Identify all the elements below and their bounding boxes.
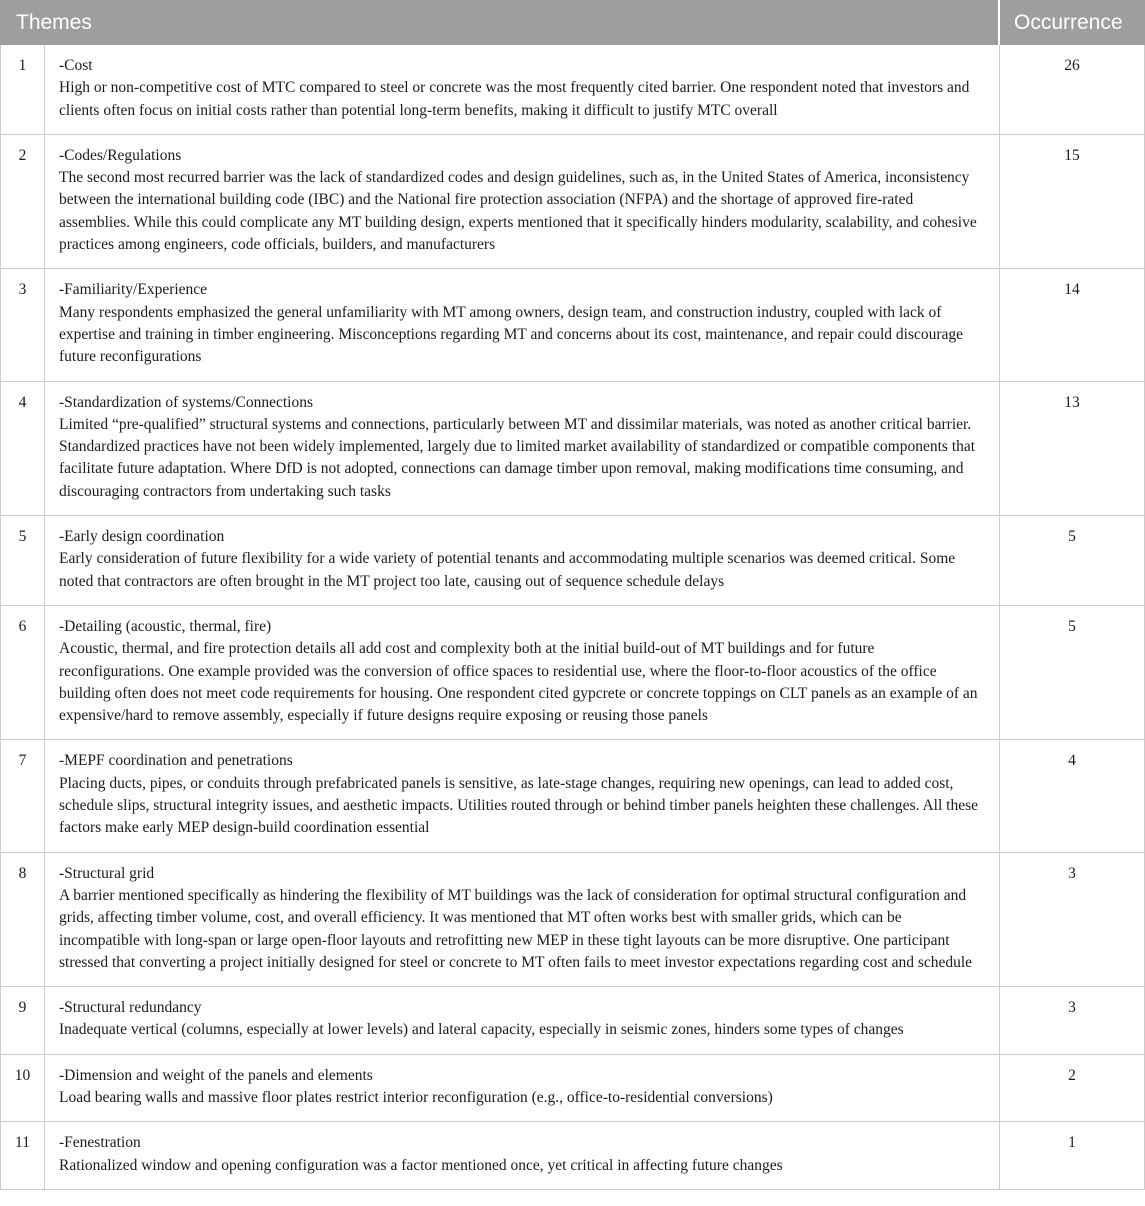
occurrence-value: 5 (1068, 617, 1076, 635)
table-row (1, 606, 1144, 740)
theme-description: Load bearing walls and massive floor plates restrict interior reconfiguration (e.g., office-to-residential conversions) (59, 1088, 773, 1106)
row-number: 1 (1, 45, 45, 134)
table-row (1, 1122, 1144, 1190)
table-row (1, 740, 1144, 852)
theme-description: Acoustic, thermal, and fire protection details all add cost and complexity both at the initial build-out of MT buildings and for future reconfigurations. One example provided was the conversion of office spaces to residential use, where the floor-to-floor acoustics of the office building often does not meet code requirements for housing. One respondent cited gypcrete or concrete toppings on CLT panels as an example of an expensive/hard to remove assembly, especially if future designs require exposing or reusing those panels (59, 640, 978, 725)
theme-cell (45, 740, 1000, 851)
occurrence-value: 15 (1064, 146, 1080, 164)
table-header (0, 0, 1145, 45)
theme-title: -Codes/Regulations (59, 146, 182, 164)
theme-cell (45, 45, 1000, 134)
theme-cell (45, 1055, 1000, 1122)
occurrence-value: 3 (1068, 864, 1076, 882)
row-number: 8 (1, 853, 45, 986)
table-row (1, 45, 1144, 135)
theme-description: Placing ducts, pipes, or conduits through prefabricated panels is sensitive, as late-stage changes, requiring new openings, can lead to added cost, schedule slips, structural integrity issues, and aesthetic impacts. Utilities routed through or behind timber panels heighten these challenges. All these factors make early MEP design-build coordination essential (59, 774, 979, 837)
theme-title: -Early design coordination (59, 528, 225, 546)
occurrence-value: 1 (1068, 1134, 1076, 1152)
theme-cell (45, 269, 1000, 380)
theme-cell (45, 987, 1000, 1054)
table-row (1, 1055, 1144, 1123)
row-number: 6 (1, 606, 45, 739)
theme-title: -Fenestration (59, 1134, 141, 1152)
row-number: 3 (1, 269, 45, 380)
theme-description: High or non-competitive cost of MTC compared to steel or concrete was the most frequently cited barrier. One respondent noted that investors and clients often focus on initial costs rather than potential long-term benefits, making it difficult to justify MTC overall (59, 79, 970, 119)
theme-description: Early consideration of future flexibility for a wide variety of potential tenants and accommodating multiple scenarios was deemed critical. Some noted that contractors are often brought in the MT project too late, causing out of sequence schedule delays (59, 550, 956, 590)
row-number: 2 (1, 135, 45, 268)
column-header-themes: Themes (0, 0, 1000, 45)
occurrence-value: 13 (1064, 393, 1080, 411)
theme-title: -Familiarity/Experience (59, 281, 208, 299)
theme-title: -Dimension and weight of the panels and elements (59, 1066, 373, 1084)
row-number: 11 (1, 1122, 45, 1189)
occurrence-value: 2 (1068, 1066, 1076, 1084)
theme-cell (45, 606, 1000, 739)
occurrence-value: 4 (1068, 752, 1076, 770)
theme-description: Limited “pre-qualified” structural systems and connections, particularly between MT and dissimilar materials, was noted as another critical barrier. Standardized practices have not been widely implemented, largely due to limited market availability of standardized or compatible components that facilitate future adaptation. Where DfD is not adopted, connections can damage timber upon removal, making modifications time consuming, and discouraging contractors from undertaking such tasks (59, 415, 976, 500)
table-row (1, 516, 1144, 606)
theme-cell (45, 1122, 1000, 1189)
table-row (1, 987, 1144, 1055)
row-number: 10 (1, 1055, 45, 1122)
theme-title: -Structural grid (59, 864, 155, 882)
row-number: 7 (1, 740, 45, 851)
column-header-occurrence: Occurrence (1000, 0, 1145, 45)
theme-cell (45, 516, 1000, 605)
theme-cell (45, 135, 1000, 268)
row-number: 9 (1, 987, 45, 1054)
table-row (1, 382, 1144, 516)
occurrence-value: 5 (1068, 528, 1076, 546)
theme-description: Rationalized window and opening configuration was a factor mentioned once, yet critical in affecting future changes (59, 1156, 783, 1174)
theme-description: Many respondents emphasized the general unfamiliarity with MT among owners, design team, and construction industry, coupled with lack of expertise and training in timber engineering. Misconceptions regarding MT and concerns about its cost, maintenance, and repair could discourage future reconfigurations (59, 303, 964, 366)
table-row (1, 135, 1144, 269)
table-row (1, 269, 1144, 381)
row-number: 5 (1, 516, 45, 605)
row-number: 4 (1, 382, 45, 515)
theme-title: -Cost (59, 57, 93, 74)
theme-title: -MEPF coordination and penetrations (59, 752, 293, 770)
theme-cell (45, 382, 1000, 515)
table-row (1, 853, 1144, 987)
occurrence-value: 26 (1064, 57, 1080, 74)
theme-cell (45, 853, 1000, 986)
occurrence-value: 3 (1068, 999, 1076, 1017)
theme-title: -Structural redundancy (59, 999, 202, 1017)
occurrence-value: 14 (1064, 281, 1080, 299)
theme-description: The second most recurred barrier was the lack of standardized codes and design guidelines, such as, in the United States of America, inconsistency between the international building code (IBC) and the National fire protection association (NFPA) and the shortage of approved fire-rated assemblies. While this could complicate any MT building design, experts mentioned that it specifically hinders modularity, scalability, and cohesive practices among engineers, code officials, builders, and manufacturers (59, 169, 977, 254)
theme-title: -Detailing (acoustic, thermal, fire) (59, 617, 272, 635)
theme-description: Inadequate vertical (columns, especially at lower levels) and lateral capacity, especially in seismic zones, hinders some types of changes (59, 1021, 904, 1039)
table-body (0, 45, 1145, 1190)
theme-title: -Standardization of systems/Connections (59, 393, 313, 411)
theme-description: A barrier mentioned specifically as hindering the flexibility of MT buildings was the lack of consideration for optimal structural configuration and grids, affecting timber volume, cost, and overall efficiency. It was mentioned that MT often works best with smaller grids, which can be incompatible with long-span or large open-floor layouts and retrofitting new MEP in these tight layouts can be more disruptive. One participant stressed that converting a project initially designed for steel or concrete to MT often fails to meet investor expectations regarding cost and schedule (59, 886, 973, 971)
